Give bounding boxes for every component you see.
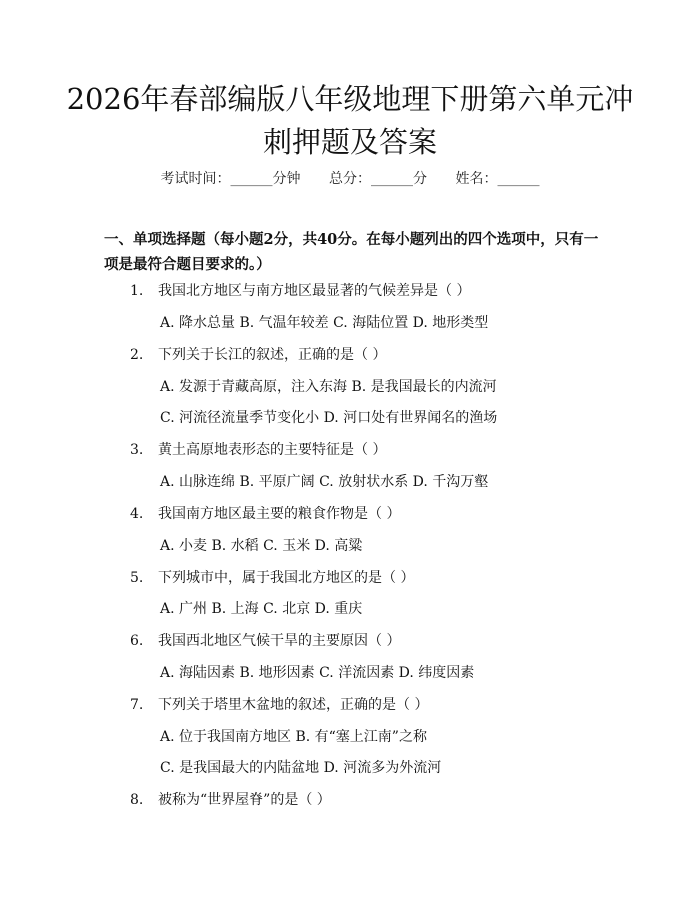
question-7-options-cd: C. 是我国最大的内陆盆地 D. 河流多为外流河 xyxy=(160,760,442,776)
question-text: 我国南方地区最主要的粮食作物是（ ） xyxy=(158,506,401,522)
question-number: 3. xyxy=(130,442,144,458)
question-3-options: A. 山脉连绵 B. 平原广阔 C. 放射状水系 D. 千沟万壑 xyxy=(160,474,489,490)
student-name: 姓名：______ xyxy=(455,171,540,187)
exam-time: 考试时间：______分钟 xyxy=(160,171,301,187)
question-number: 4. xyxy=(130,506,144,522)
question-text: 被称为“世界屋脊”的是（ ） xyxy=(158,792,331,808)
question-text: 我国北方地区与南方地区最显著的气候差异是（ ） xyxy=(158,283,471,299)
question-6-options: A. 海陆因素 B. 地形因素 C. 洋流因素 D. 纬度因素 xyxy=(160,665,475,681)
question-3 xyxy=(130,440,386,460)
question-5 xyxy=(130,568,414,588)
question-number: 2. xyxy=(130,347,144,363)
question-4-options: A. 小麦 B. 水稻 C. 玉米 D. 高粱 xyxy=(160,538,363,554)
question-7 xyxy=(130,695,428,715)
question-2-options-ab: A. 发源于青藏高原，注入东海 B. 是我国最长的内流河 xyxy=(160,379,497,395)
question-number: 1. xyxy=(130,283,144,299)
question-8 xyxy=(130,790,331,810)
question-1-options: A. 降水总量 B. 气温年较差 C. 海陆位置 D. 地形类型 xyxy=(160,315,489,331)
question-text: 我国西北地区气候干旱的主要原因（ ） xyxy=(158,633,401,649)
question-text: 黄土高原地表形态的主要特征是（ ） xyxy=(158,442,387,458)
question-4 xyxy=(130,504,400,524)
question-5-options: A. 广州 B. 上海 C. 北京 D. 重庆 xyxy=(160,601,363,617)
question-number: 7. xyxy=(130,697,144,713)
question-2-options-cd: C. 河流径流量季节变化小 D. 河口处有世界闻名的渔场 xyxy=(160,410,498,426)
question-text: 下列关于长江的叙述，正确的是（ ） xyxy=(158,347,387,363)
question-number: 6. xyxy=(130,633,144,649)
total-score: 总分：______分 xyxy=(329,171,427,187)
page-title: 2026年春部编版八年级地理下册第六单元冲刺押题及答案 xyxy=(66,82,634,159)
exam-meta xyxy=(0,168,700,188)
question-number: 5. xyxy=(130,570,144,586)
question-7-options-ab: A. 位于我国南方地区 B. 有“塞上江南”之称 xyxy=(160,729,427,745)
question-2 xyxy=(130,345,386,365)
question-6 xyxy=(130,631,400,651)
question-number: 8. xyxy=(130,792,144,808)
question-text: 下列城市中，属于我国北方地区的是（ ） xyxy=(158,570,415,586)
section-heading: 一、单项选择题（每小题2分，共40分。在每小题列出的四个选项中，只有一项是最符合题目要求的。） xyxy=(104,231,599,273)
question-1 xyxy=(130,281,470,301)
question-text: 下列关于塔里木盆地的叙述，正确的是（ ） xyxy=(158,697,429,713)
